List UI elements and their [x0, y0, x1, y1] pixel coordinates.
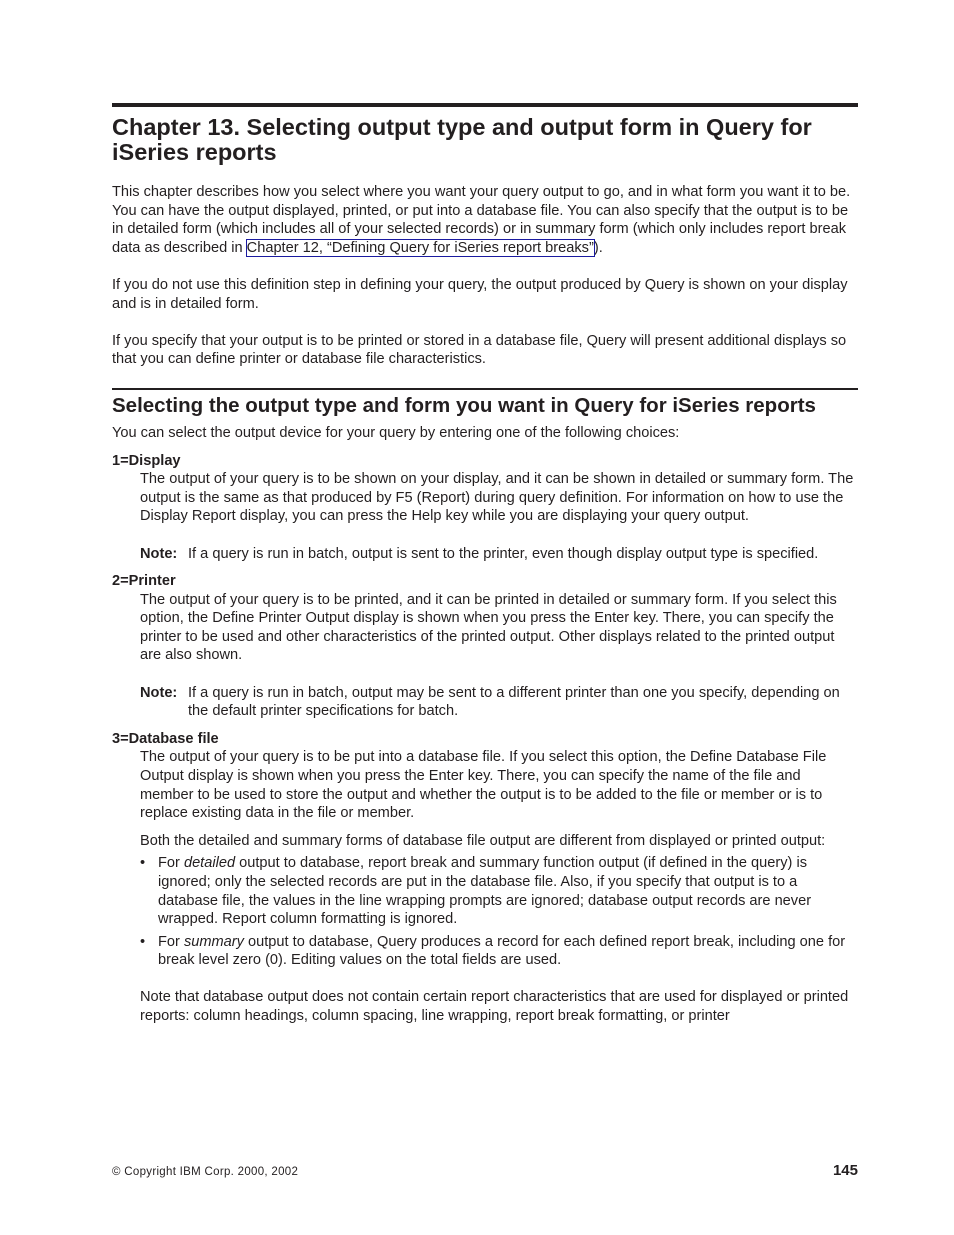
note-label: Note:: [140, 545, 178, 562]
printer-note: [140, 684, 858, 721]
display-description: The output of your query is to be shown on your display, and it can be shown in detailed or summary form. The output is the same as that produced by F5 (Report) during query definition. For information on how to use the Display Report display, you can press the Help key while you are displaying your query output.: [140, 471, 854, 525]
section-lead: You can select the output device for your query by entering one of the following choices:: [112, 424, 680, 441]
display-note: [140, 545, 858, 564]
intro-paragraph-2: If you do not use this definition step in defining your query, the output produced by Query is shown on your display and is in detailed form.: [112, 276, 848, 312]
list-item: [140, 854, 858, 928]
definition-printer: [140, 591, 858, 721]
bullet-text: [158, 933, 858, 970]
definition-display: [140, 470, 858, 563]
intro-paragraph-3: If you specify that your output is to be printed or stored in a database file, Query will present additional displays so that you can define printer or database file characteristics.: [112, 332, 847, 368]
bullet-mark: •: [140, 855, 146, 872]
intro-text: This chapter describes how you select where you want your query output to go, and in what form you want it to be. You can have the output displayed, printed, or put into a database file. You can also specify that the output is to be in detailed form (which includes all of your selected records) or in summary form (which only includes report break data as described in: [112, 184, 851, 256]
note-text: If a query is run in batch, output may be sent to a different printer than one you specify, depending on the default printer specifications for batch.: [188, 684, 840, 720]
bullet-text-post: output to database, Query produces a record for each defined report break, including one for break level zero (0). Editing values on the total fields are used.: [158, 933, 846, 969]
bullet-text-post: output to database, report break and summary function output (if defined in the query) is ignored; only the selected records are put in the database file. Also, if you specify that output is to a database file, the values in the line wrapping prompts are ignored; database output records are never wrapped. Report column formatting is ignored.: [158, 855, 812, 928]
intro-paragraph-1: [112, 183, 858, 257]
page-body: [112, 103, 858, 1025]
list-item: [140, 933, 858, 970]
term-printer: 2=Printer: [112, 573, 176, 590]
bullet-emphasis: detailed: [183, 855, 236, 872]
printer-description: The output of your query is to be printed, and it can be printed in detailed or summary form. If you select this option, the Define Printer Output display is shown when you press the Enter key. There, you can specify the printer to be used and other characteristics of the printed output. Other displays related to the printed output are also shown.: [140, 591, 837, 664]
chapter-title: Chapter 13. Selecting output type and output form in Query for iSeries reports: [112, 114, 812, 165]
footer-copyright: © Copyright IBM Corp. 2000, 2002: [112, 1166, 299, 1178]
term-database-file: 3=Database file: [112, 730, 219, 747]
database-forms-text: Both the detailed and summary forms of database file output are different from displayed or printed output:: [140, 832, 826, 849]
bullet-mark: •: [140, 933, 146, 950]
bullet-emphasis: summary: [183, 933, 244, 950]
database-bullet-list: [140, 854, 858, 970]
chapter-12-link[interactable]: Chapter 12, “Defining Query for iSeries report breaks”: [246, 239, 594, 256]
term-display: 1=Display: [112, 452, 181, 469]
bullet-text-pre: For: [158, 855, 184, 872]
page-number: 145: [832, 1162, 858, 1179]
section-rule: [112, 388, 858, 390]
note-text: If a query is run in batch, output is sent to the printer, even though display output type is specified.: [188, 545, 819, 562]
section-title: Selecting the output type and form you want in Query for iSeries reports: [112, 393, 816, 417]
database-description: The output of your query is to be put into a database file. If you select this option, the Define Database File Output display is shown when you press the Enter key. There, you can specify the name of the file and member to be used to store the output and whether the output is to be added to the file or member or is to replace existing data in the file or member.: [140, 749, 827, 822]
intro-text-end: ).: [593, 239, 603, 256]
database-closing-text: Note that database output does not contain certain report characteristics that are used for displayed or printed reports: column headings, column spacing, line wrapping, report break formatting, or printer: [140, 988, 849, 1024]
chapter-rule: [112, 103, 858, 107]
note-label: Note:: [140, 684, 178, 701]
bullet-text-pre: For: [158, 933, 184, 950]
definition-database-file: [140, 748, 858, 1025]
bullet-text: [158, 854, 858, 928]
